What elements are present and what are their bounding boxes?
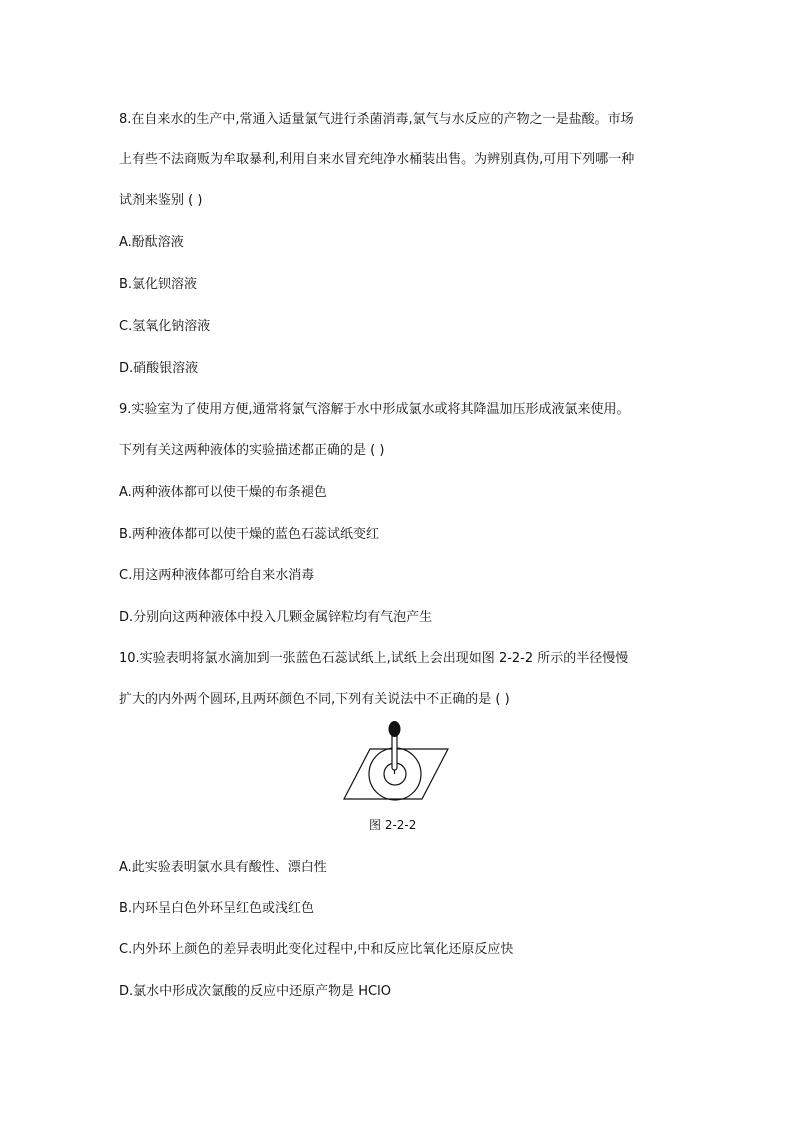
q8-option-d: D.硝酸银溶液 [119, 361, 199, 376]
q9-stem-line-2: 下列有关这两种液体的实验描述都正确的是 ( ) [119, 443, 385, 458]
q8-stem-line-3: 试剂来鉴别 ( ) [119, 193, 203, 208]
q9-option-b: B.两种液体都可以使干燥的蓝色石蕊试纸变红 [119, 527, 380, 542]
q10-option-a: A.此实验表明氯水具有酸性、漂白性 [119, 860, 327, 875]
dropper-bulb [389, 721, 401, 737]
q8-option-c: C.氢氧化钠溶液 [119, 319, 211, 334]
q10-option-b: B.内环呈白色外环呈红色或浅红色 [119, 901, 315, 916]
q8-option-a: A.酚酞溶液 [119, 235, 184, 250]
q9-option-d: D.分别向这两种液体中投入几颗金属锌粒均有气泡产生 [119, 610, 433, 625]
q10-option-d: D.氯水中形成次氯酸的反应中还原产物是 HClO [119, 984, 391, 999]
dropper-tube [392, 732, 397, 770]
q8-option-b: B.氯化钡溶液 [119, 277, 198, 292]
q10-stem-line-2: 扩大的内外两个圆环,且两环颜色不同,下列有关说法中不正确的是 ( ) [119, 692, 510, 707]
q10-option-c: C.内外环上颜色的差异表明此变化过程中,中和反应比氧化还原反应快 [119, 942, 514, 957]
q9-option-c: C.用这两种液体都可给自来水消毒 [119, 568, 315, 583]
q9-option-a: A.两种液体都可以使干燥的布条褪色 [119, 485, 327, 500]
figure-test-paper-with-dropper [340, 720, 452, 802]
q8-stem-line-2: 上有些不法商贩为牟取暴利,利用自来水冒充纯净水桶装出售。为辨别真伪,可用下列哪一种 [119, 152, 635, 167]
q9-stem-line-1: 9.实验室为了使用方便,通常将氯气溶解于水中形成氯水或将其降温加压形成液氯来使用。 [119, 402, 630, 417]
q8-stem-line-1: 8.在自来水的生产中,常通入适量氯气进行杀菌消毒,氯气与水反应的产物之一是盐酸。市场 [119, 112, 634, 127]
q10-stem-line-1: 10.实验表明将氯水滴加到一张蓝色石蕊试纸上,试纸上会出现如图 2-2-2 所示的半径慢慢 [119, 651, 629, 666]
figure-caption: 图 2-2-2 [369, 818, 417, 832]
